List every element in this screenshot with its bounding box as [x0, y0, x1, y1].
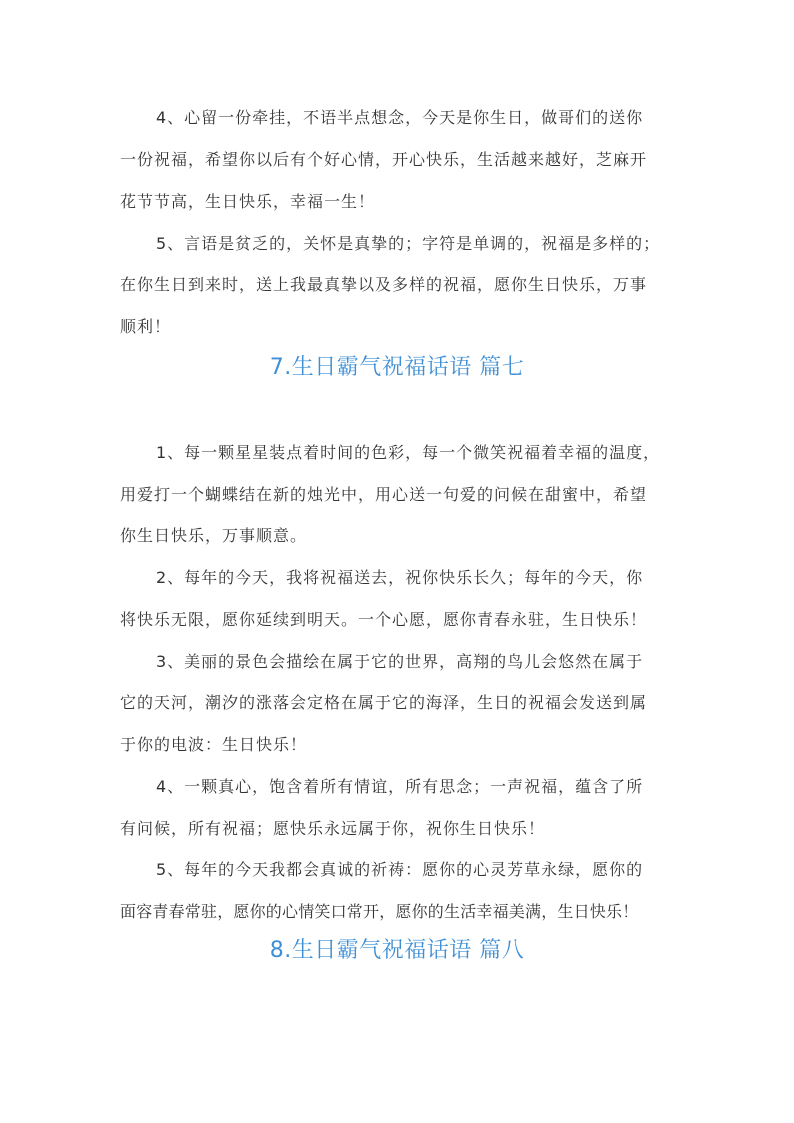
paragraph-line: 你生日快乐，万事顺意。 — [120, 526, 308, 545]
paragraph-line: 1、每一颗星星装点着时间的色彩，每一个微笑祝福着幸福的温度， — [156, 443, 661, 462]
paragraph-line: 面容青春常驻，愿你的心情笑口常开，愿你的生活幸福美满，生日快乐！ — [120, 902, 639, 921]
paragraph-line: 将快乐无限，愿你延续到明天。一个心愿，愿你青春永驻，生日快乐！ — [120, 610, 648, 629]
paragraph-line: 在你生日到来时，送上我最真挚以及多样的祝福，愿你生日快乐，万事 — [120, 275, 648, 294]
paragraph-line: 4、心留一份牵挂，不语半点想念，今天是你生日，做哥们的送你 — [156, 108, 644, 127]
paragraph-line: 它的天河，潮汐的涨落会定格在属于它的海泽，生日的祝福会发送到属 — [120, 693, 648, 712]
paragraph-line: 2、每年的今天，我将祝福送去，祝你快乐长久；每年的今天，你 — [156, 568, 644, 587]
paragraph-line: 于你的电波：生日快乐！ — [120, 735, 308, 754]
paragraph-line: 一份祝福，希望你以后有个好心情，开心快乐，生活越来越好，芝麻开 — [120, 150, 648, 169]
section-heading-8: 8.生日霸气祝福话语 篇八 — [269, 938, 525, 963]
paragraph-line: 用爱打一个蝴蝶结在新的烛光中，用心送一句爱的问候在甜蜜中，希望 — [120, 485, 648, 504]
paragraph-line: 3、美丽的景色会描绘在属于它的世界，高翔的鸟儿会悠然在属于 — [156, 652, 644, 671]
section-heading-7: 7.生日霸气祝福话语 篇七 — [269, 355, 525, 380]
paragraph-line: 花节节高，生日快乐，幸福一生！ — [120, 192, 376, 211]
paragraph-line: 5、言语是贫乏的，关怀是真挚的；字符是单调的，祝福是多样的； — [156, 234, 661, 253]
paragraph-line: 5、每年的今天我都会真诚的祈祷：愿你的心灵芳草永绿，愿你的 — [156, 860, 644, 879]
paragraph-line: 顺利！ — [120, 317, 172, 336]
paragraph-line: 4、一颗真心，饱含着所有情谊，所有思念；一声祝福，蕴含了所 — [156, 777, 644, 796]
paragraph-line: 有问候，所有祝福；愿快乐永远属于你，祝你生日快乐！ — [120, 819, 546, 838]
